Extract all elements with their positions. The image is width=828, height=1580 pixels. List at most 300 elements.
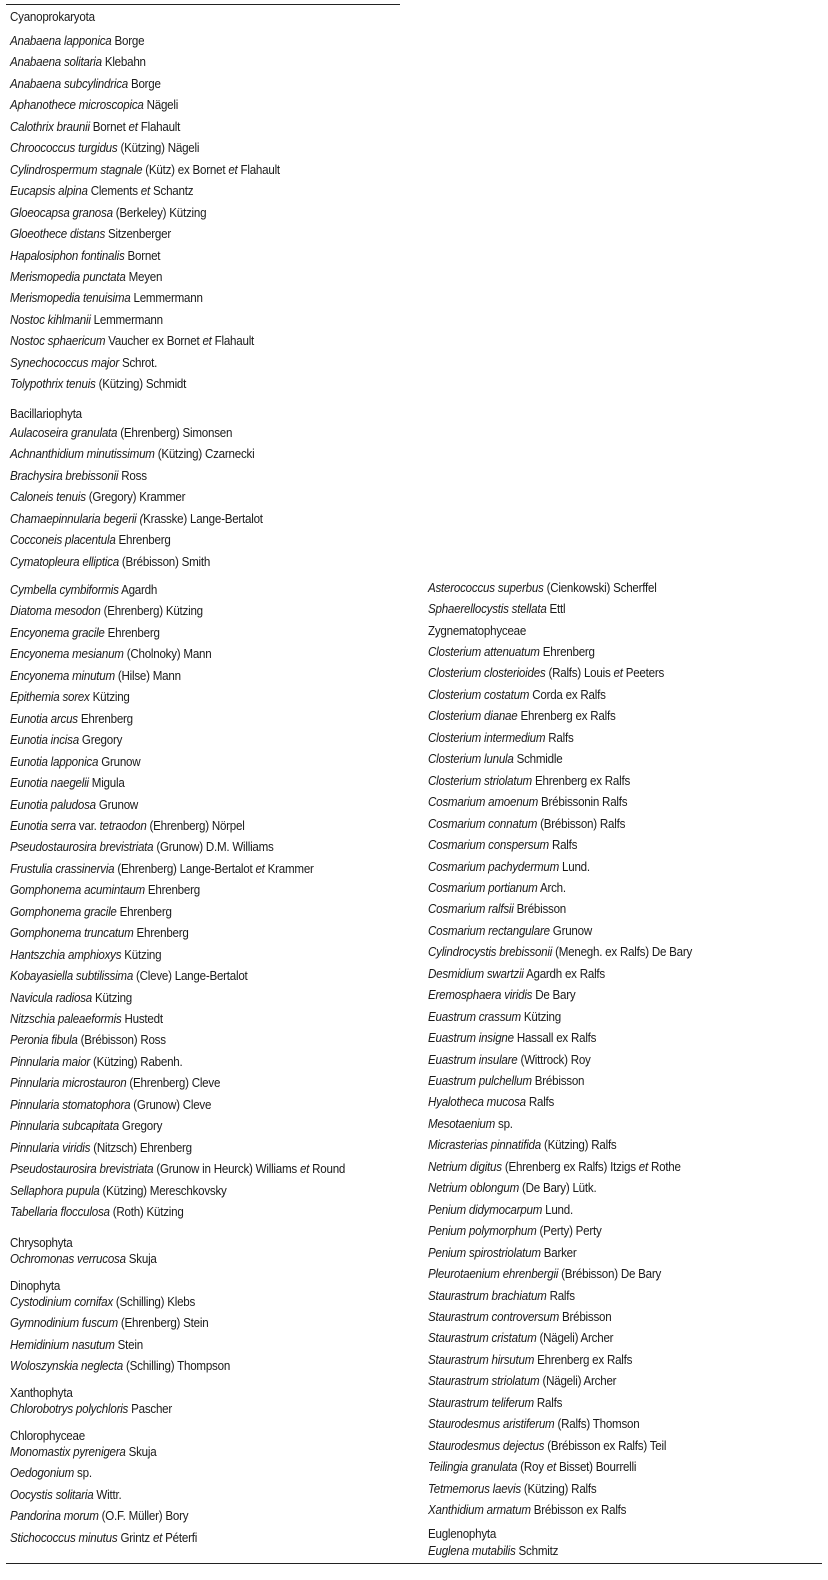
- species-authority: (Perty) Perty: [536, 1224, 602, 1239]
- species-authority: Brébisson: [558, 1309, 612, 1324]
- species-authority: Ehrenberg: [104, 625, 160, 640]
- species-name: Cosmarium ralfsii: [428, 902, 514, 917]
- species-authority-rest: Flahault: [237, 162, 280, 177]
- species-authority: Krasske) Lange-Bertalot: [143, 511, 263, 526]
- species-authority-rest: Péterfi: [162, 1530, 198, 1545]
- species-authority: var.: [75, 818, 100, 833]
- species-entry: [10, 290, 203, 306]
- species-name: Eunotia paludosa: [10, 797, 96, 812]
- species-name: Eunotia naegelii: [10, 776, 89, 791]
- species-name: Eucapsis alpina: [10, 184, 88, 199]
- species-authority: (Schilling) Thompson: [123, 1359, 231, 1374]
- species-authority: Nägeli: [143, 98, 179, 113]
- species-authority: Ehrenberg ex Ralfs: [517, 709, 616, 724]
- species-name: Closterium intermedium: [428, 730, 546, 745]
- species-authority: Migula: [88, 776, 125, 791]
- species-name: Cosmarium rectangulare: [428, 923, 550, 938]
- species-name: Cocconeis placentula: [10, 533, 116, 548]
- species-name: Gymnodinium fuscum: [10, 1316, 118, 1331]
- species-authority: (Ehrenberg) Cleve: [126, 1076, 221, 1091]
- species-name: Hemidinium nasutum: [10, 1337, 115, 1352]
- species-entry: [428, 880, 566, 896]
- species-entry: [428, 1373, 616, 1389]
- species-entry: [10, 269, 162, 285]
- species-name: Cosmarium connatum: [428, 816, 538, 831]
- species-authority: (Ehrenberg) Simonsen: [117, 426, 233, 440]
- species-name: Staurastrum hirsutum: [428, 1352, 535, 1367]
- species-entry: [428, 1330, 613, 1346]
- species-authority: Pascher: [128, 1402, 173, 1416]
- species-name: Oedogonium: [10, 1466, 75, 1481]
- section-header: Cyanoprokaryota: [10, 10, 95, 24]
- species-name: Penium didymocarpum: [428, 1202, 543, 1217]
- species-name: Euglena mutabilis: [428, 1544, 516, 1558]
- species-name: Xanthidium armatum: [428, 1503, 531, 1517]
- species-entry: [10, 425, 232, 441]
- species-entry: [428, 944, 692, 960]
- authority-italic-part: et: [140, 184, 151, 199]
- species-entry: [428, 837, 577, 853]
- species-entry: [10, 839, 274, 855]
- species-entry: [10, 1401, 172, 1417]
- species-entry: [10, 968, 248, 984]
- species-entry: [10, 54, 146, 70]
- species-name: Stichococcus minutus: [10, 1530, 118, 1545]
- species-authority: Klebahn: [101, 55, 146, 70]
- species-authority: Meyen: [125, 269, 163, 284]
- species-entry: [10, 554, 210, 570]
- species-authority: (Cleve) Lange-Bertalot: [133, 969, 248, 984]
- species-entry: [428, 1502, 626, 1518]
- species-entry: [10, 33, 144, 49]
- species-name: Sphaerellocystis stellata: [428, 602, 547, 617]
- species-authority: Gregory: [118, 1119, 163, 1134]
- species-authority: Schmitz: [515, 1544, 559, 1558]
- species-name: Aphanothece microscopica: [10, 98, 144, 113]
- species-name: Eunotia serra: [10, 818, 76, 833]
- authority-italic-part: et: [546, 1460, 556, 1475]
- species-name: Nostoc kihlmanii: [10, 312, 91, 327]
- authority-italic-part: et: [613, 666, 623, 681]
- species-authority: Brébissonin Ralfs: [538, 795, 628, 810]
- species-entry: [10, 446, 254, 462]
- species-authority: Grunow: [98, 754, 141, 769]
- species-name: Desmidium swartzii: [428, 966, 524, 981]
- species-authority: Lund.: [542, 1202, 573, 1217]
- species-name: Navicula radiosa: [10, 990, 92, 1005]
- species-authority-rest: Schantz: [150, 184, 194, 199]
- species-authority: (Kützing) Czarnecki: [154, 447, 255, 462]
- species-authority: Kützing: [89, 690, 130, 705]
- species-name: Hantszchia amphioxys: [10, 947, 122, 962]
- species-authority: Hustedt: [121, 1012, 163, 1026]
- species-authority: (Grunow) Cleve: [130, 1097, 212, 1112]
- species-entry: [10, 226, 171, 242]
- species-name: Tolypothrix tenuis: [10, 377, 96, 392]
- species-authority-rest: Peeters: [622, 666, 665, 681]
- species-authority: (Brébisson) Smith: [118, 554, 211, 569]
- species-entry: [10, 1140, 192, 1156]
- species-name: Merismopedia punctata: [10, 269, 126, 284]
- species-entry: [10, 532, 171, 548]
- species-authority-rest: Bisset) Bourrelli: [555, 1460, 637, 1475]
- species-entry: [10, 1032, 166, 1048]
- species-authority: (Berkeley) Kützing: [112, 205, 207, 220]
- species-name: Cystodinium cornifax: [10, 1295, 113, 1309]
- species-entry: [10, 183, 193, 199]
- species-authority: sp.: [74, 1466, 92, 1481]
- species-name: Staurastrum striolatum: [428, 1374, 540, 1389]
- species-entry: [10, 1358, 230, 1374]
- species-authority: Schrot.: [118, 355, 158, 370]
- species-name: Kobayasiella subtilissima: [10, 969, 134, 984]
- species-name: Closterium attenuatum: [428, 645, 540, 659]
- species-authority: Clements: [87, 184, 141, 199]
- species-name: Gloeocapsa granosa: [10, 205, 113, 220]
- species-entry: [10, 1465, 92, 1481]
- species-entry: [428, 1245, 577, 1261]
- species-name: Gloeothece distans: [10, 227, 106, 242]
- species-authority: Ralfs: [548, 838, 578, 853]
- species-authority: (Cienkowski) Scherffel: [543, 581, 657, 595]
- species-authority: (Cholnoky) Mann: [123, 647, 212, 662]
- species-authority: Ettl: [546, 602, 566, 617]
- species-authority: (Gregory) Krammer: [85, 490, 186, 505]
- species-entry: [428, 1202, 573, 1218]
- species-authority: (Grunow) D.M. Williams: [153, 840, 274, 855]
- species-authority: Bornet: [124, 248, 161, 263]
- species-entry: [428, 1073, 584, 1089]
- species-name: Ochromonas verrucosa: [10, 1252, 126, 1266]
- species-name: Euastrum insulare: [428, 1052, 518, 1067]
- species-authority: Wittr.: [93, 1487, 122, 1502]
- species-entry: [10, 1487, 121, 1503]
- species-authority: Sitzenberger: [105, 227, 171, 242]
- authority-italic-part: tetraodon: [99, 818, 147, 833]
- species-entry: [10, 1444, 156, 1460]
- species-authority: (Schilling) Klebs: [112, 1295, 196, 1309]
- species-entry: [10, 1183, 227, 1199]
- species-entry: [428, 923, 592, 939]
- species-name: Nitzschia paleaeformis: [10, 1012, 122, 1026]
- species-name: Monomastix pyrenigera: [10, 1445, 126, 1459]
- species-authority: (Ehrenberg) Kützing: [100, 604, 203, 619]
- species-authority: (Brébisson) Ralfs: [537, 816, 626, 831]
- species-authority: Grunow: [95, 797, 139, 812]
- species-entry: [10, 754, 140, 770]
- species-entry: [10, 162, 280, 178]
- species-authority: Ralfs: [545, 730, 574, 745]
- species-entry: [428, 773, 630, 789]
- species-entry: [10, 140, 199, 156]
- species-entry: [428, 1438, 666, 1454]
- species-authority: Corda ex Ralfs: [529, 687, 606, 702]
- species-entry: [428, 859, 590, 875]
- authority-italic-part: et: [152, 1530, 163, 1545]
- species-entry: [10, 333, 254, 349]
- species-authority: Agardh: [118, 583, 158, 597]
- species-name: Woloszynskia neglecta: [10, 1359, 124, 1374]
- species-name: Mesotaenium: [428, 1116, 496, 1131]
- species-authority: Lemmermann: [130, 291, 203, 306]
- authority-italic-part: et: [638, 1159, 648, 1174]
- species-entry: [10, 376, 186, 392]
- species-entry: [10, 1011, 163, 1027]
- species-name: Staurastrum controversum: [428, 1309, 559, 1324]
- species-name: Cosmarium pachydermum: [428, 859, 560, 874]
- species-entry: [428, 730, 574, 746]
- species-authority: Lemmermann: [90, 312, 163, 327]
- species-authority: Ehrenberg: [116, 904, 172, 919]
- bottom-rule: [6, 1563, 822, 1564]
- species-name: Staurastrum cristatum: [428, 1331, 537, 1346]
- species-name: Peronia fibula: [10, 1033, 78, 1048]
- species-entry: [10, 97, 178, 113]
- species-name: Brachysira brebissonii: [10, 468, 119, 483]
- top-rule: [6, 4, 400, 5]
- species-authority: Brébisson ex Ralfs: [530, 1503, 627, 1517]
- species-name: Closterium costatum: [428, 687, 530, 702]
- species-authority-rest: Krammer: [264, 861, 314, 876]
- species-entry: [10, 882, 200, 898]
- species-name: Staurodesmus aristiferum: [428, 1417, 555, 1432]
- species-name: Aulacoseira granulata: [10, 426, 118, 440]
- species-name: Penium spirostriolatum: [428, 1245, 541, 1260]
- species-authority: Ehrenberg: [144, 883, 200, 898]
- species-authority: Vaucher ex Bornet: [105, 334, 203, 349]
- species-entry: [428, 1481, 596, 1497]
- species-authority: Brébisson: [513, 902, 567, 917]
- species-entry: [428, 665, 664, 681]
- species-name: Cosmarium amoenum: [428, 795, 539, 810]
- authority-italic-part: et: [299, 1162, 310, 1177]
- species-name: Pinnularia stomatophora: [10, 1097, 131, 1112]
- species-name: Pinnularia microstauron: [10, 1076, 127, 1091]
- species-authority: Grunow: [549, 923, 592, 938]
- species-authority: (Brébisson) Ross: [77, 1033, 166, 1048]
- species-entry: [10, 668, 181, 684]
- species-authority: Arch.: [537, 880, 566, 895]
- species-name: Achnanthidium minutissimum: [10, 447, 155, 462]
- species-name: Pleurotaenium ehrenbergii: [428, 1267, 559, 1282]
- species-entry: [428, 794, 627, 810]
- species-entry: [428, 1266, 661, 1282]
- species-authority: Kützing: [520, 1009, 561, 1024]
- species-authority: Ehrenberg: [77, 711, 133, 726]
- species-authority: Barker: [540, 1245, 577, 1260]
- species-name: Closterium striolatum: [428, 773, 532, 788]
- species-entry: [428, 1137, 616, 1153]
- species-authority: Ralfs: [546, 1288, 575, 1303]
- species-name: Anabaena lapponica: [10, 34, 112, 48]
- species-name: Pinnularia subcapitata: [10, 1119, 119, 1134]
- species-name: Chlorobotrys polychloris: [10, 1402, 129, 1416]
- species-entry: [428, 1416, 639, 1432]
- species-authority: (Ralfs) Louis: [545, 666, 614, 681]
- species-entry: [428, 1459, 636, 1475]
- species-name: Micrasterias pinnatifida: [428, 1138, 541, 1153]
- section-header: Xanthophyta: [10, 1386, 73, 1400]
- species-authority: Borge: [111, 34, 145, 48]
- species-entry: [428, 1352, 632, 1368]
- species-entry: [10, 1075, 220, 1091]
- species-name: Cylindrospermum stagnale: [10, 162, 143, 177]
- species-entry: [428, 816, 625, 832]
- species-entry: [10, 689, 130, 705]
- species-authority: Borge: [127, 76, 161, 91]
- species-entry: [428, 1288, 575, 1304]
- species-name: Eremosphaera viridis: [428, 988, 533, 1003]
- section-header: Dinophyta: [10, 1279, 61, 1293]
- species-authority: Skuja: [125, 1445, 157, 1459]
- species-authority: Hassall ex Ralfs: [513, 1031, 597, 1046]
- species-entry: [428, 1159, 681, 1175]
- species-authority: (Kützing) Rabenh.: [90, 1054, 183, 1069]
- section-header: Chrysophyta: [10, 1236, 73, 1250]
- species-entry: [10, 603, 203, 619]
- species-entry: [10, 489, 185, 505]
- species-name: Encyonema minutum: [10, 668, 115, 683]
- species-authority: De Bary: [532, 988, 576, 1003]
- species-name: Tetmemorus laevis: [428, 1481, 521, 1496]
- species-entry: [10, 582, 157, 598]
- species-authority: (Nägeli) Archer: [539, 1374, 617, 1389]
- species-name: Netrium oblongum: [428, 1181, 519, 1196]
- species-authority: Ralfs: [533, 1395, 563, 1410]
- species-name: Calothrix braunii: [10, 119, 90, 134]
- species-authority: (Kützing) Ralfs: [540, 1138, 617, 1153]
- species-authority: Ehrenberg: [115, 533, 171, 548]
- authority-italic-part: et: [228, 162, 238, 177]
- species-entry: [428, 901, 566, 917]
- species-name: Pandorina morum: [10, 1509, 99, 1524]
- species-entry: [428, 1180, 596, 1196]
- species-name: Cosmarium conspersum: [428, 838, 549, 853]
- species-name: Pseudostaurosira brevistriata: [10, 1162, 154, 1177]
- species-entry: [10, 312, 163, 328]
- species-entry: [428, 601, 565, 617]
- species-name: Pseudostaurosira brevistriata: [10, 840, 154, 855]
- species-entry: [10, 990, 132, 1006]
- species-entry: [10, 646, 211, 662]
- species-entry: [10, 1054, 183, 1070]
- species-entry: [10, 1118, 162, 1134]
- species-authority: Lund.: [559, 859, 590, 874]
- species-entry: [10, 205, 206, 221]
- species-name: Pinnularia viridis: [10, 1140, 91, 1155]
- species-name: Frustulia crassinervia: [10, 861, 115, 876]
- species-name: Euastrum crassum: [428, 1009, 521, 1024]
- species-authority: Ralfs: [525, 1095, 555, 1110]
- species-entry: [10, 1315, 208, 1331]
- species-name: Gomphonema gracile: [10, 904, 117, 919]
- species-name: Cymbella cymbiformis: [10, 583, 119, 597]
- species-entry: [10, 1294, 195, 1310]
- species-entry: [428, 580, 657, 596]
- species-authority: Agardh ex Ralfs: [523, 966, 605, 981]
- species-name: Hyalotheca mucosa: [428, 1095, 526, 1110]
- species-authority: (Kützing) Schmidt: [95, 377, 187, 392]
- species-authority: (Kützing) Mereschkovsky: [99, 1183, 227, 1198]
- species-entry: [10, 904, 172, 920]
- species-entry: [10, 732, 122, 748]
- species-name: Staurastrum teliferum: [428, 1395, 534, 1410]
- species-authority: (O.F. Müller) Bory: [98, 1509, 189, 1524]
- species-name: Epithemia sorex: [10, 690, 90, 705]
- species-entry: [10, 818, 245, 834]
- species-name: Staurodesmus dejectus: [428, 1438, 545, 1453]
- species-entry: [428, 966, 605, 982]
- species-entry: [10, 711, 133, 727]
- species-name: Chamaepinnularia begerii (: [10, 511, 144, 526]
- species-name: Cosmarium portianum: [428, 880, 538, 895]
- species-name: Eunotia incisa: [10, 733, 79, 748]
- species-name: Cymatopleura elliptica: [10, 554, 119, 569]
- species-entry: [10, 1337, 143, 1353]
- species-entry: [10, 797, 138, 813]
- species-authority: Ross: [118, 468, 147, 483]
- species-entry: [10, 511, 263, 527]
- species-name: Encyonema gracile: [10, 625, 105, 640]
- authority-italic-part: et: [255, 861, 265, 876]
- species-authority: (Nitzsch) Ehrenberg: [90, 1140, 192, 1155]
- species-entry: [10, 1508, 188, 1524]
- species-name: Oocystis solitaria: [10, 1487, 94, 1502]
- species-authority: (Kütz) ex Bornet: [142, 162, 229, 177]
- species-entry: [10, 119, 180, 135]
- species-entry: [10, 1530, 197, 1546]
- species-name: Closterium closterioides: [428, 666, 546, 681]
- species-name: Chroococcus turgidus: [10, 141, 118, 156]
- authority-italic-part: et: [128, 119, 138, 134]
- section-header: Zygnematophyceae: [428, 624, 527, 638]
- species-name: Euastrum insigne: [428, 1031, 514, 1046]
- section-header: Bacillariophyta: [10, 407, 82, 421]
- species-name: Euastrum pulchellum: [428, 1074, 532, 1088]
- species-authority: (Hilse) Mann: [114, 668, 181, 683]
- species-name: Closterium lunula: [428, 752, 514, 767]
- species-authority: (Roth) Kützing: [109, 1205, 184, 1220]
- species-authority: Ehrenberg ex Ralfs: [531, 773, 631, 788]
- species-entry: [428, 1052, 591, 1068]
- species-authority: Grintz: [117, 1530, 153, 1545]
- species-name: Asterococcus superbus: [428, 581, 544, 595]
- species-authority: (De Bary) Lütk.: [518, 1181, 597, 1196]
- species-name: Pinnularia maior: [10, 1054, 91, 1069]
- species-entry: [10, 775, 125, 791]
- species-name: Staurastrum brachiatum: [428, 1288, 547, 1303]
- species-authority: Skuja: [125, 1252, 157, 1266]
- species-authority: (Kützing) Nägeli: [117, 141, 200, 156]
- species-entry: [10, 1204, 184, 1220]
- species-authority: (Brébisson ex Ralfs) Teil: [544, 1438, 667, 1453]
- species-name: Synechococcus major: [10, 355, 119, 370]
- species-name: Penium polymorphum: [428, 1224, 537, 1239]
- species-authority: Schmidle: [513, 752, 563, 767]
- species-authority: (Ehrenberg ex Ralfs) Itzigs: [501, 1159, 639, 1174]
- species-name: Sellaphora pupula: [10, 1183, 100, 1198]
- species-authority: (Ehrenberg) Lange-Bertalot: [114, 861, 256, 876]
- species-name: Anabaena subcylindrica: [10, 76, 128, 91]
- species-entry: [428, 1030, 596, 1046]
- species-authority: (Brébisson) De Bary: [558, 1267, 662, 1282]
- species-entry: [428, 987, 575, 1003]
- species-name: Merismopedia tenuisima: [10, 291, 131, 306]
- species-entry: [428, 1094, 554, 1110]
- species-entry: [10, 947, 161, 963]
- species-entry: [428, 1543, 558, 1559]
- species-name: Encyonema mesianum: [10, 647, 124, 662]
